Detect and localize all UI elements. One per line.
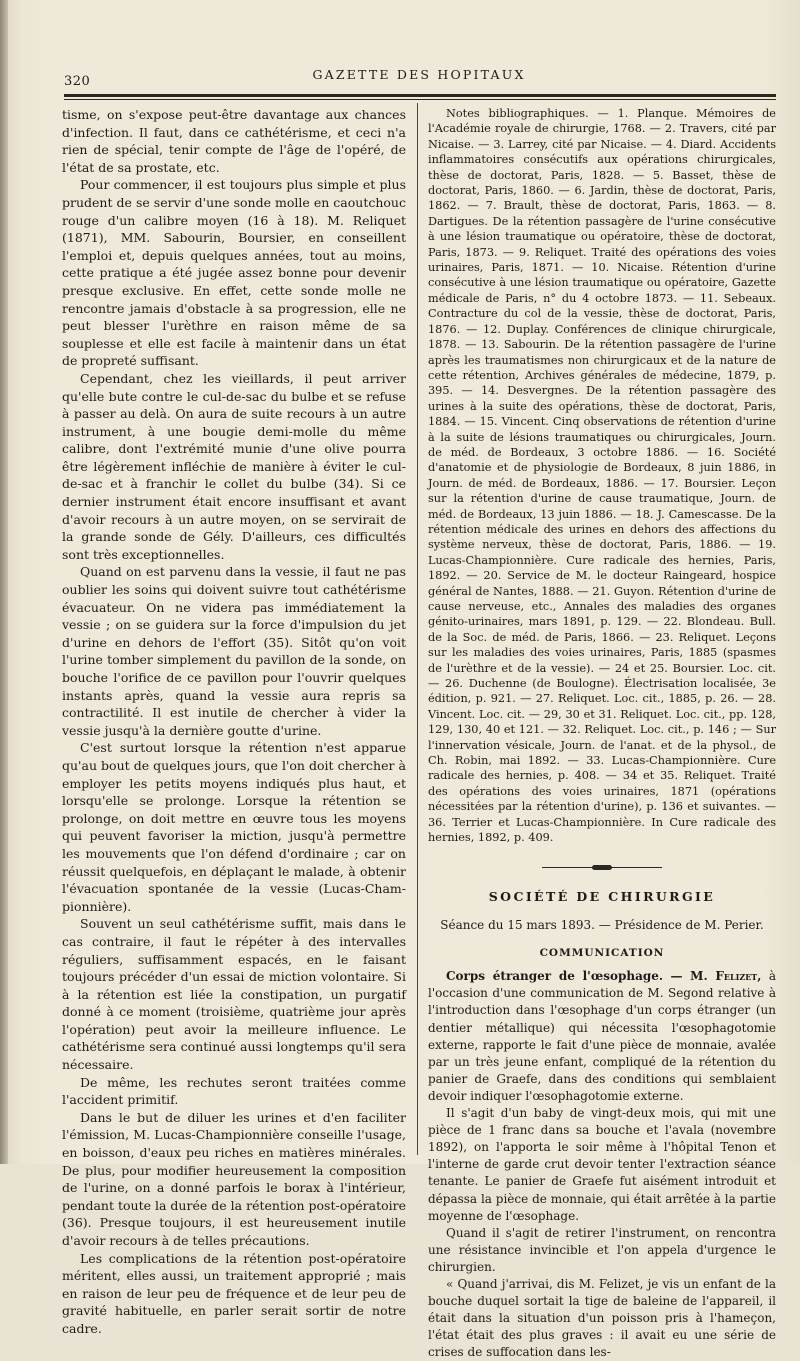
paragraph bbox=[428, 968, 776, 1105]
page-number: 320 bbox=[64, 74, 91, 89]
communication-heading: COMMUNICATION bbox=[539, 946, 665, 959]
paragraph: Les complications de la rétention post-opératoire méritent, elles aussi, un traitement approprié ; mais en raison de leur peu de fréquence et de leur peu de gravité habituelle, en parler serait sortir de notre cadre. bbox=[62, 1250, 406, 1336]
journal-title: GAZETTE DES HOPITAUX bbox=[312, 67, 526, 82]
paragraph: tisme, on s'expose peut-être davantage aux chances d'infection. Il faut, dans ce cathétérisme, et ceci n'a rien de spécial, tenir compte de l'âge de l'opéré, de l'état de sa prostate, etc. bbox=[62, 107, 406, 175]
communication-body bbox=[428, 968, 776, 1361]
paragraph: Il s'agit d'un baby de vingt-deux mois, qui mit une pièce de 1 franc dans sa bouche et l'avala (novembre 1892), on l'apporta le soir même à l'hôpital Tenon et l'interne de garde crut devoir tenter l'extraction séance tenante. Le panier de Graefe fut aisément introduit et dépassa la pièce de monnaie, qui était arrêtée à la partie moyenne de l'œsophage. bbox=[428, 1106, 776, 1223]
paragraph: Quand il s'agit de retirer l'instrument, on rencontra une résistance invincible et l'on appela d'urgence le chirurgien. bbox=[428, 1225, 776, 1274]
paragraph: Souvent un seul cathétérisme suffit, mais dans le cas contraire, il faut le répéter à des intervalles réguliers, suffisamment espacés, en le faisant toujours précéder d'un essai de miction volontaire. Si à la rétention est liée la constipation, un purgatif donné à ce moment (troisième, quatrième jour après l'opération) peut avoir la meilleure influence. Le cathétérisme sera continué aussi longtemps qu'il sera nécessaire. bbox=[62, 916, 406, 1073]
header-rule-thick bbox=[64, 94, 776, 97]
right-column bbox=[428, 106, 776, 1361]
page-binding-edge bbox=[0, 0, 8, 1164]
paragraph: Pour commencer, il est toujours plus simple et plus prudent de se servir d'une sonde molle en caoutchouc rouge d'un calibre moyen (16 à 18). M. Reliquet (1871), MM. Sabourin, Boursier, en conseillent l'emploi et, depuis quelques années, tout au moins, cette pratique a été jugée assez bonne pour devenir presque exclusive. En effet, cette sonde molle ne rencontre jamais d'obstacle à sa progression, elle ne peut blesser l'urèthre en raison même de sa souplesse et elle est facile à maintenir dans un état de propreté suffisant. bbox=[62, 177, 406, 369]
left-column bbox=[62, 106, 406, 1338]
session-line: Séance du 15 mars 1893. — Présidence de M. Perier. bbox=[440, 918, 764, 933]
page-header bbox=[64, 66, 774, 88]
header-rule-thin bbox=[64, 99, 776, 100]
paragraph: « Quand j'arrivai, dis M. Felizet, je vis un enfant de la bouche duquel sortait la tige de baleine de l'appareil, il était dans la situation d'un poisson pris à l'hameçon, l'état était des plus graves : il avait eu une série de crises de suffocation dans les- bbox=[428, 1276, 776, 1360]
paragraph: Cependant, chez les vieillards, il peut arriver qu'elle bute contre le cul-de-sac du bulbe et se refuse à passer au delà. On aura de suite recours à un autre instrument, à une bougie demi-molle du même calibre, dont l'extrémité munie d'une olive pourra être légèrement infléchie de manière à éviter le cul-de-sac et à franchir le collet du bulbe (34). Si ce dernier instrument était encore insuffisant et avant d'avoir recours à un autre moyen, on se servirait de la grande sonde de Gély. D'ailleurs, ces difficultés sont très exceptionnelles. bbox=[62, 370, 406, 562]
bibliographic-notes: Notes bibliographiques. — 1. Planque. Mémoires de l'Académie royale de chirurgie, 1768. — 2. Travers, cité par Nicaise. — 3. Larrey, cité par Nicaise. — 4. Diard. Accidents inflammatoires consécutifs aux opérations chirurgicales, thèse de doctorat, Paris, 1828. — 5. Basset, thèse de doctorat, Paris, 1860. — 6. Jardin, thèse de doctorat, Paris, 1862. — 7. Brault, thèse de doctorat, Paris, 1863. — 8. Dartigues. De la rétention passagère de l'urine consécutive à une lésion traumatique ou opératoire, thèse de doctorat, Paris, 1873. — 9. Reliquet. Traité des opérations des voies urinaires, Paris, 1871. — 10. Nicaise. Rétention d'urine consécutive à une lésion traumatique ou opératoire, Gazette médicale de Paris, n° du 4 octobre 1873. — 11. Sebeaux. Contracture du col de la vessie, thèse de doctorat, Paris, 1876. — 12. Duplay. Conférences de clinique chirurgicale, 1878. — 13. Sabourin. De la rétention passagère de l'urine après les traumatismes non chirurgicaux et de la nature de cette rétention, Archives générales de médecine, 1879, p. 395. — 14. Desvergnes. De la rétention passagère des urines à la suite des opérations, thèse de doctorat, Paris, 1884. — 15. Vincent. Cinq observations de rétention d'urine à la suite de lésions traumatiques ou chirurgicales, Journ. de méd. de Bordeaux, 3 octobre 1886. — 16. Société d'anatomie et de physiologie de Bordeaux, 8 juin 1886, in Journ. de méd. de Bordeaux, 1886. — 17. Boursier. Leçon sur la rétention d'urine de cause traumatique, Journ. de méd. de Bordeaux, 13 juin 1886. — 18. J. Camescasse. De la rétention médicale des urines en dehors des affections du système nerveux, thèse de doctorat, Paris, 1886. — 19. Lucas-Championnière. Cure radicale des hernies, Paris, 1892. — 20. Service de M. le docteur Raingeard, hospice général de Nantes, 1888. — 21. Guyon. Rétention d'urine de cause nerveuse, etc., Annales des maladies des organes génito-urinaires, mars 1891, p. 129. — 22. Blondeau. Bull. de la Soc. de méd. de Paris, 1866. — 23. Reliquet. Leçons sur les maladies des voies urinaires, Paris, 1885 (spasmes de l'urèthre et de la vessie). — 24 et 25. Boursier. Loc. cit. — 26. Duchenne (de Boulogne). Électrisation localisée, 3e édition, p. 921. — 27. Reliquet. Loc. cit., 1885, p. 26. — 28. Vincent. Loc. cit. — 29, 30 et 31. Reliquet. Loc. cit., pp. 128, 129, 130, 40 et 121. — 32. Reliquet. Loc. cit., p. 146 ; — Sur l'innervation vésicale, Journ. de l'anat. et de la physol., de Ch. Robin, mai 1892. — 33. Lucas-Championnière. Cure radicale des hernies, p. 408. — 34 et 35. Reliquet. Traité des opérations des voies urinaires, 1871 (opérations nécessitées par la rétention d'urine), p. 136 et suivantes. — 36. Terrier et Lucas-Championnière. In Cure radicale des hernies, 1892, p. 409. bbox=[428, 107, 776, 845]
paragraph: Dans le but de diluer les urines et d'en faciliter l'émission, M. Lucas-Championnière conseille l'usage, en boisson, d'eaux peu riches en matières minérales. De plus, pour modifier heureusement la composition de l'urine, on a donné parfois le borax à l'intérieur, pendant toute la durée de la rétention post-opératoire (36). Presque toujours, il est heureusement inutile d'avoir recours à de telles précautions. bbox=[62, 1109, 406, 1248]
section-ornament bbox=[542, 864, 662, 872]
column-divider bbox=[417, 103, 418, 1155]
speaker-name: — M. Felizet, bbox=[670, 969, 762, 984]
paragraph: De même, les rechutes seront traitées comme l'accident primitif. bbox=[62, 1074, 406, 1108]
communication-subject: Corps étranger de l'œsophage. bbox=[446, 969, 664, 984]
paragraph: Quand on est parvenu dans la vessie, il faut ne pas oublier les soins qui doivent suivre tout cathétérisme évacuateur. On ne videra pas immédiatement la vessie ; on se guidera sur la force d'impulsion du jet d'urine en dehors de l'effort (35). Sitôt qu'on voit l'urine tomber simplement du pavillon de la sonde, on bouche l'orifice de ce pavillon pour l'ouvrir quelques instants après, quand la vessie aura repris sa contractilité. Il est inutile de chercher à vider la vessie jusqu'à la dernière goutte d'urine. bbox=[62, 564, 406, 738]
paragraph: C'est surtout lorsque la rétention n'est apparue qu'au bout de quelques jours, que l'on doit chercher à employer les petits moyens indiqués plus haut, et lorsqu'elle se prolonge. Lorsque la rétention se prolonge, on doit mettre en œuvre tous les moyens qui peuvent favoriser la miction, jusqu'à permettre les mouvements que l'on défend d'ordinaire ; car on réussit quelquefois, en déplaçant le malade, à obtenir l'évacuation spontanée de la vessie (Lucas-Championnière). bbox=[62, 740, 406, 914]
section-title: SOCIÉTÉ DE CHIRURGIE bbox=[488, 888, 716, 904]
paragraph-text: à l'occasion d'une communication de M. Segond relative à l'introduction dans l'œsophage d'un corps étranger (un dentier métallique) qui nécessita l'œsophagotomie externe, rapporte le fait d'une pièce de monnaie, avalée par un très jeune enfant, compliqué de la rétention du panier de Graefe, dans des conditions qui semblaient devoir indiquer l'œsophagotomie externe. bbox=[428, 969, 776, 1103]
